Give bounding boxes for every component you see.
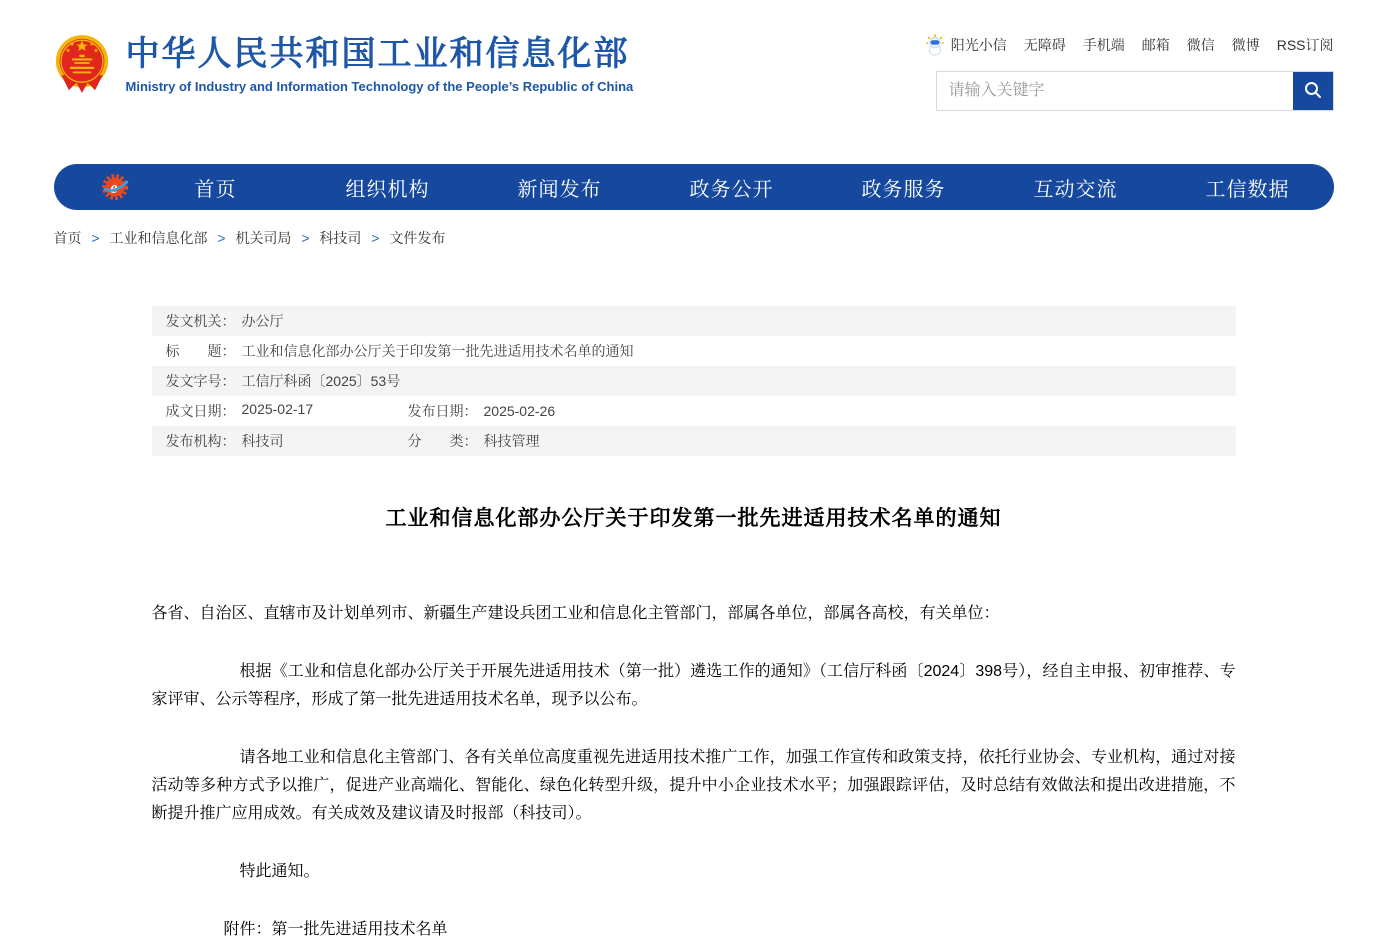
nav-item-miit-data[interactable]: 工信数据 — [1205, 178, 1290, 201]
search-icon — [1303, 80, 1323, 103]
main-nav — [54, 164, 1334, 210]
breadcrumb-separator: > — [91, 230, 100, 246]
search-button[interactable] — [1293, 72, 1333, 110]
nav-item-gov-services[interactable]: 政务服务 — [861, 178, 946, 201]
nav-item-news[interactable]: 新闻发布 — [517, 178, 602, 201]
nav-item-organization[interactable]: 组织机构 — [345, 178, 430, 201]
svg-text:e: e — [109, 178, 118, 197]
nav-item-interaction[interactable]: 互动交流 — [1033, 178, 1118, 201]
top-link-mobile[interactable]: 手机端 — [1082, 37, 1125, 53]
breadcrumb — [54, 228, 1334, 248]
meta-value: 科技管理 — [483, 433, 540, 449]
breadcrumb-departments[interactable]: 机关司局 — [235, 230, 292, 246]
article-paragraph: 请各地工业和信息化主管部门、各有关单位高度重视先进适用技术推广工作，加强工作宣传和政策支持，依托行业协会、专业机构，通过对接活动等多种方式予以推广，促进产业高端化、智能化、绿色化转型升级，提升中小企业技术水平；加强跟踪评估，及时总结有效做法和提出改进措施，不断提升推广应用成效。有关成效及建议请及时报部（科技司）。 — [151, 749, 1236, 822]
article-body — [152, 600, 1236, 944]
breadcrumb-document-release[interactable]: 文件发布 — [389, 230, 446, 246]
meta-label: 标 题： — [165, 343, 236, 359]
meta-value: 工业和信息化部办公厅关于印发第一批先进适用技术名单的通知 — [241, 343, 634, 359]
meta-label: 发布机构： — [165, 433, 236, 449]
site-header — [0, 0, 1387, 111]
meta-value: 科技司 — [241, 433, 284, 449]
meta-row-doc-number — [152, 366, 1236, 396]
notice-closing-line: 特此通知。 — [239, 863, 320, 880]
top-link-wechat[interactable]: 微信 — [1186, 37, 1215, 53]
site-title: 中华人民共和国工业和信息化部 — [125, 35, 630, 73]
top-link-weibo[interactable]: 微博 — [1231, 37, 1260, 53]
meta-row-title — [152, 336, 1236, 366]
top-link-accessibility[interactable]: 无障碍 — [1023, 37, 1066, 53]
mascot-icon — [925, 34, 945, 56]
article-paragraph: 根据《工业和信息化部办公厅关于开展先进适用技术（第一批）遴选工作的通知》（工信厅科函〔2024〕398号），经自主申报、初审推荐、专家评审、公示等程序，形成了第一批先进适用技术名单，现予以公布。 — [151, 663, 1236, 708]
top-utility-links — [936, 34, 1334, 56]
document-content — [152, 306, 1236, 944]
miit-gear-e-icon — [100, 172, 130, 202]
top-link-sunshine-xiaoxin[interactable]: 阳光小信 — [950, 37, 1007, 53]
meta-value: 办公厅 — [241, 313, 284, 329]
search-input[interactable] — [937, 72, 1293, 110]
national-emblem-icon — [54, 34, 110, 94]
meta-label: 发布日期： — [407, 403, 478, 419]
meta-row-publisher-category — [152, 426, 1236, 456]
top-link-rss[interactable]: RSS订阅 — [1276, 37, 1334, 53]
breadcrumb-home[interactable]: 首页 — [53, 230, 82, 246]
top-link-mail[interactable]: 邮箱 — [1141, 37, 1170, 53]
meta-label: 成文日期： — [165, 403, 236, 419]
meta-row-dates — [152, 396, 1236, 426]
meta-value: 工信厅科函〔2025〕53号 — [241, 373, 401, 389]
meta-value: 2025-02-17 — [241, 401, 314, 417]
breadcrumb-separator: > — [217, 230, 226, 246]
breadcrumb-science-tech-dept[interactable]: 科技司 — [319, 230, 362, 246]
search-bar — [936, 71, 1334, 111]
attachment-line: 附件：第一批先进适用技术名单 — [223, 921, 448, 938]
meta-row-issuing-office — [152, 306, 1236, 336]
breadcrumb-separator: > — [301, 230, 310, 246]
breadcrumb-separator: > — [371, 230, 380, 246]
document-title: 工业和信息化部办公厅关于印发第一批先进适用技术名单的通知 — [385, 507, 1002, 530]
salutation-paragraph: 各省、自治区、直辖市及计划单列市、新疆生产建设兵团工业和信息化主管部门，部属各单位，部属各高校，有关单位： — [151, 605, 1000, 622]
nav-item-home[interactable]: 首页 — [194, 178, 237, 201]
meta-label: 发文字号： — [165, 373, 236, 389]
document-meta-table — [152, 306, 1236, 456]
meta-label: 分 类： — [407, 433, 478, 449]
nav-item-gov-disclosure[interactable]: 政务公开 — [689, 178, 774, 201]
meta-label: 发文机关： — [165, 313, 236, 329]
site-logo-brand[interactable] — [54, 34, 634, 94]
site-subtitle: Ministry of Industry and Information Technology of the People’s Republic of China — [125, 79, 634, 94]
breadcrumb-miit[interactable]: 工业和信息化部 — [109, 230, 208, 246]
meta-value: 2025-02-26 — [483, 403, 556, 419]
